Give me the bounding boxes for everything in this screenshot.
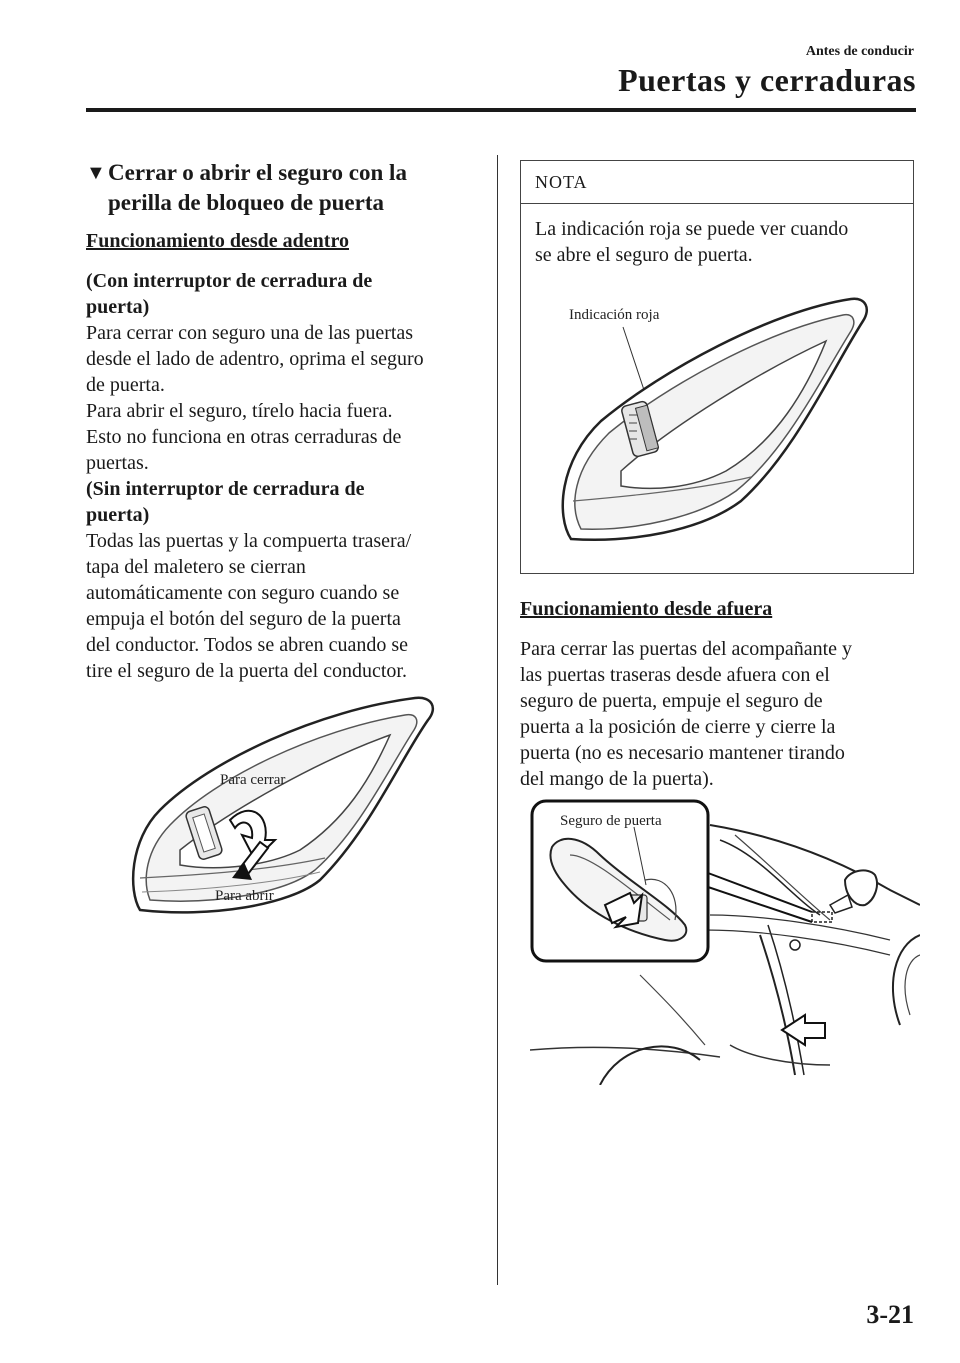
case1-line: Esto no funciona en otras cerraduras de bbox=[86, 426, 402, 448]
outside-line: puerta a la posición de cierre y cierre la bbox=[520, 716, 836, 738]
label-close: Para cerrar bbox=[220, 772, 286, 788]
case1-line: Para abrir el seguro, tírelo hacia fuera. bbox=[86, 400, 393, 422]
case2-line: empuja el botón del seguro de la puerta bbox=[86, 608, 401, 630]
triangle-bullet-icon: ▼ bbox=[86, 162, 106, 184]
header-section-title: Puertas y cerraduras bbox=[618, 62, 916, 98]
case1-title-line-1: (Con interruptor de cerradura de bbox=[86, 270, 373, 292]
label-door-lock: Seguro de puerta bbox=[560, 813, 662, 829]
case2-line: tire el seguro de la puerta del conductor. bbox=[86, 660, 407, 682]
case2-line: tapa del maletero se cierran bbox=[86, 556, 306, 578]
note-title: NOTA bbox=[521, 161, 913, 204]
case2-title-line-2: puerta) bbox=[86, 504, 150, 526]
page-number: 3-21 bbox=[866, 1300, 914, 1329]
right-column bbox=[520, 160, 916, 792]
outside-line: las puertas traseras desde afuera con el bbox=[520, 664, 830, 686]
heading-line-2: perilla de bloqueo de puerta bbox=[108, 190, 385, 215]
car-exterior-figure bbox=[530, 795, 920, 1085]
case1-line: Para cerrar con seguro una de las puertas bbox=[86, 322, 414, 344]
outside-line: puerta (no es necesario mantener tirando bbox=[520, 742, 845, 764]
case2-line: automáticamente con seguro cuando se bbox=[86, 582, 400, 604]
left-column bbox=[86, 158, 480, 684]
inner-door-handle-figure bbox=[120, 690, 440, 930]
label-open: Para abrir bbox=[215, 888, 274, 904]
case1-line: desde el lado de adentro, oprima el seguro bbox=[86, 348, 424, 370]
case1-line: de puerta. bbox=[86, 374, 165, 396]
note-line: se abre el seguro de puerta. bbox=[535, 244, 753, 266]
outside-line: del mango de la puerta). bbox=[520, 768, 714, 790]
case2-line: del conductor. Todos se abren cuando se bbox=[86, 634, 409, 656]
header-rule bbox=[86, 108, 916, 112]
red-indicator-figure bbox=[521, 291, 913, 571]
subheading-inside: Funcionamiento desde adentro bbox=[86, 230, 349, 252]
label-red-indicator: Indicación roja bbox=[569, 307, 660, 323]
case1-title-line-2: puerta) bbox=[86, 296, 150, 318]
outside-line: seguro de puerta, empuje el seguro de bbox=[520, 690, 823, 712]
column-divider bbox=[497, 155, 498, 1285]
outside-line: Para cerrar las puertas del acompañante y bbox=[520, 638, 853, 660]
note-line: La indicación roja se puede ver cuando bbox=[535, 218, 849, 240]
section-heading bbox=[86, 158, 480, 218]
case2-title-line-1: (Sin interruptor de cerradura de bbox=[86, 478, 365, 500]
case2-line: Todas las puertas y la compuerta trasera/ bbox=[86, 530, 412, 552]
subheading-outside: Funcionamiento desde afuera bbox=[520, 598, 773, 620]
heading-line-1: Cerrar o abrir el seguro con la bbox=[108, 160, 407, 185]
note-box bbox=[520, 160, 914, 574]
case1-line: puertas. bbox=[86, 452, 149, 474]
header-chapter: Antes de conducir bbox=[805, 44, 914, 59]
